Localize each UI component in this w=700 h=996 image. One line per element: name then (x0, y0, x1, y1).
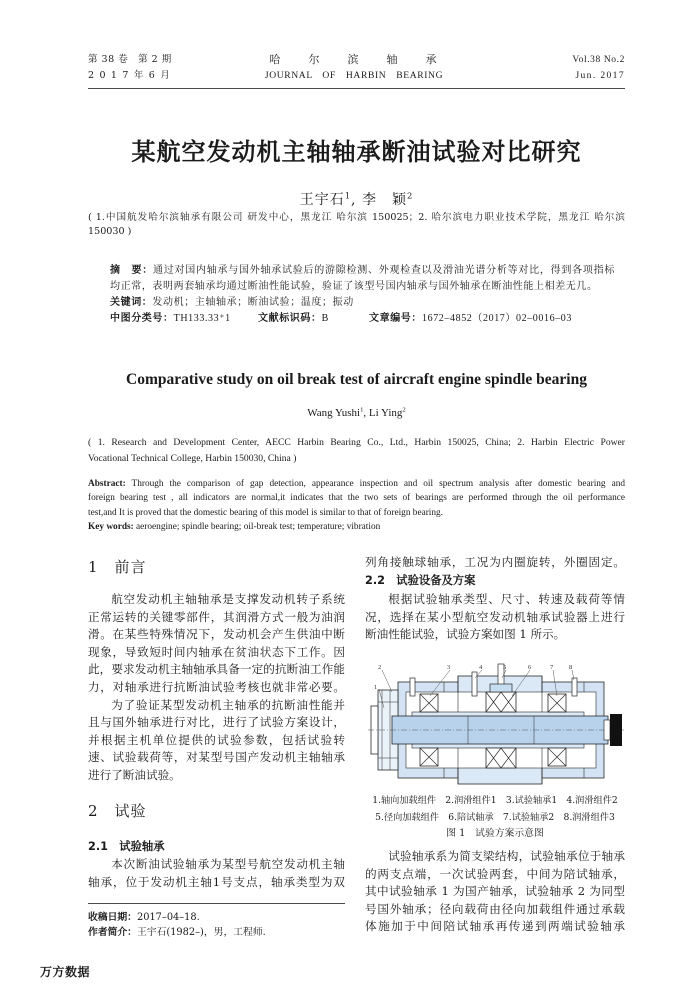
clc-code: TH133.33⁺1 (173, 313, 231, 324)
part-label-6: 6 (528, 664, 532, 671)
body-line: 况，选择在某小型航空发动机轴承试验器上进行 (365, 609, 625, 624)
abstract-en-line: foreign bearing test , all indicators are normal,it indicates that the two sets of bearings are performed through the oil performance (88, 493, 625, 504)
author-1-name: 王宇石 (299, 192, 345, 208)
section-2-2-heading: 2.2 试验设备及方案 (365, 574, 476, 587)
author-bio-label: 作者简介： (88, 927, 137, 938)
classification-line (110, 311, 615, 327)
abstract-en-line (88, 477, 625, 491)
received-date-label: 收稿日期： (88, 912, 137, 923)
abstract-cn-label: 摘 要： (110, 265, 153, 276)
author-2-name: 李 颖 (361, 192, 407, 208)
paper-title-en: Comparative study on oil break test of aircraft engine spindle bearing (126, 371, 587, 388)
body-line: 的两支点端，一次试验两套，中间为陪试轴承， (365, 866, 625, 881)
author-1-name-en: Wang Yushi (307, 407, 361, 419)
abstract-en (88, 477, 625, 534)
received-date-value: 2017–04–18. (136, 912, 200, 923)
keywords-cn (110, 295, 615, 311)
abstract-en-label: Abstract: (88, 479, 126, 489)
article-number: 1672–4852（2017）02–0016–03 (422, 313, 572, 324)
body-line: 为了验证某型发动机主轴承的抗断油性能并 (111, 697, 345, 712)
author-1-affil-mark-en: 1 (360, 406, 364, 414)
drive-block (610, 714, 622, 746)
body-line: 进行了断油试验。 (88, 767, 181, 782)
section-1-heading: 1 前言 (88, 558, 147, 576)
section-2-2-body-2 (365, 848, 625, 936)
body-line: 其中试验轴承 1 为国产轴承，试验轴承 2 为同型 (365, 884, 625, 899)
body-line: 滑。在某些特殊情况下，发动机会产生供油中断 (88, 627, 345, 642)
section-2-heading: 2 试验 (88, 802, 147, 820)
leader-line-2 (382, 670, 392, 692)
part-label-3: 3 (447, 664, 451, 671)
author-bio (88, 925, 345, 940)
body-line: 轴承，位于发动机主轴1号支点，轴承类型为双 (88, 874, 345, 889)
author-separator: , (351, 192, 362, 208)
article-number-group (369, 311, 572, 327)
affiliation-en-line: ( 1. Research and Development Center, AECC Harbin Bearing Co., Ltd., Harbin 150025, China; 2. Harbin Electric Power (88, 437, 625, 448)
body-line: 断油性能试验，试验方案如图 1 所示。 (365, 627, 566, 642)
clc-group (110, 311, 231, 327)
header-date-cn: 2 0 1 7 年 6 月 (88, 70, 171, 81)
body-line: 体施加于中间陪试轴承再传递到两端试验轴承 (365, 919, 625, 934)
abstract-en-text: Through the comparison of gap detection, appearance inspection and oil spectrum analysis after domestic bearing and (125, 479, 625, 489)
header-vol-no: Vol.38 No.2 (572, 55, 625, 65)
body-line: 速、试验载荷等，对某型号国产发动机主轴轴承 (88, 750, 345, 765)
section-2-1-heading: 2.1 试验轴承 (88, 840, 165, 853)
header-date-en: Jun. 2017 (575, 71, 625, 81)
paper-title-cn: 某航空发动机主轴轴承断油试验对比研究 (131, 138, 582, 166)
radial-load-block (490, 684, 512, 692)
abstract-en-line: test,and It is proved that the domestic bearing of this model is similar to that of foreign bearing. (88, 507, 444, 518)
affiliation-cn-line: ( 1.中国航发哈尔滨轴承有限公司 研发中心，黑龙江 哈尔滨 150025；2. 哈尔滨电力职业技术学院，黑龙江 哈尔滨 (88, 212, 625, 223)
support-bearing-bottom (486, 748, 516, 768)
keywords-en (88, 520, 625, 534)
keywords-en-label: Key words: (88, 521, 134, 532)
header-journal-en: JOURNAL OF HARBIN BEARING (264, 70, 444, 81)
body-line: 试验轴承系为简支梁结构，试验轴承位于轴承 (388, 849, 625, 863)
figure-legend-line: 1.轴向加载组件 2.润滑组件1 3.试验轴承1 4.润滑组件2 (372, 795, 618, 806)
header-journal-cn: 哈 尔 滨 轴 承 (269, 53, 439, 66)
clc-label: 中图分类号： (110, 313, 174, 324)
author-2-affil-mark: 2 (406, 190, 414, 201)
support-bearing-top (486, 692, 516, 712)
author-bio-value: 王宇石(1982–)，男，工程师. (136, 927, 266, 938)
header-volume-issue: 第 38 卷 第 2 期 (88, 54, 172, 65)
section-2-1-body (88, 856, 345, 891)
affiliation-en-line: Vocational Technical College, Harbin 150030, China ) (88, 453, 297, 464)
drive-coupling (604, 720, 610, 740)
lubrication-nozzle-2 (472, 672, 477, 696)
author-2-name-en: Li Ying (368, 407, 403, 419)
section-1-body (88, 591, 345, 785)
lubrication-nozzle-1 (410, 678, 415, 696)
body-line: 此，要求发动机主轴轴承具备一定的抗断油工作能 (88, 662, 345, 677)
test-scheme-diagram (368, 658, 624, 792)
doc-code-group (258, 311, 329, 327)
authors-en (88, 406, 625, 420)
body-line: 并根据主机单位提供的试验参数，包括试验转 (88, 732, 345, 747)
body-line: 本次断油试验轴承为某型号航空发动机主轴 (111, 857, 345, 871)
part-label-4: 4 (479, 664, 483, 671)
section-2-1-body-continued (365, 554, 625, 572)
affiliation-cn (88, 211, 625, 239)
part-label-8: 8 (569, 664, 573, 671)
abstract-cn (110, 263, 615, 327)
received-date (88, 910, 345, 925)
doc-code: B (321, 313, 329, 324)
abstract-cn-line (110, 263, 615, 279)
body-line: 正常运转的关键零部件，其润滑方式一般为油润 (88, 609, 345, 624)
keywords-cn-label: 关键词： (110, 297, 153, 308)
body-line: 列角接触球轴承，工况为内圈旋转，外圈固定。 (365, 555, 625, 569)
body-line: 力，对轴承进行抗断油试验考核也就非常必要。 (88, 679, 345, 694)
body-line: 现象，导致短时间内轴承在贫油状态下工作。因 (88, 644, 345, 659)
lubrication-nozzle-3 (572, 678, 577, 696)
abstract-cn-line: 均正常，表明两套轴承均通过断油性能试验，验证了该型号国内轴承与国外轴承在断油性能上相差无几。 (110, 281, 598, 292)
body-line: 号国外轴承；径向载荷由径向加载组件通过承载 (365, 901, 625, 916)
affiliation-cn-line: 150030 ) (88, 226, 132, 237)
body-line: 根据试验轴承类型、尺寸、转速及载荷等情 (388, 592, 625, 606)
figure-legend (365, 792, 625, 826)
wanfang-watermark: 万方数据 (40, 965, 91, 979)
keywords-cn-text: 发动机；主轴轴承；断油试验；温度；振动 (152, 297, 354, 308)
footnote-rule (88, 903, 345, 904)
affiliation-en (88, 435, 625, 467)
article-number-label: 文章编号： (369, 313, 422, 324)
figure-legend-line: 5.径向加载组件 6.陪试轴承 7.试验轴承2 8.润滑组件3 (375, 812, 615, 823)
part-label-1: 1 (374, 684, 378, 691)
keywords-en-text: aeroengine; spindle bearing; oil-break test; temperature; vibration (133, 521, 381, 532)
part-label-2: 2 (378, 664, 382, 671)
footnote (88, 910, 345, 940)
part-label-7: 7 (550, 664, 554, 671)
abstract-cn-text: 通过对国内轴承与国外轴承试验后的游隙检测、外观检查以及滑油光谱分析等对比，得到各项指标 (153, 265, 615, 276)
authors-cn (88, 191, 625, 209)
body-line: 航空发动机主轴轴承是支撑发动机转子系统 (111, 592, 345, 606)
section-2-2-body (365, 591, 625, 644)
figure-caption: 图 1 试验方案示意图 (446, 828, 544, 839)
author-2-affil-mark-en: 2 (402, 406, 406, 414)
body-line: 且与国外轴承进行对比，进行了试验方案设计， (88, 715, 345, 730)
author-1-affil-mark: 1 (344, 190, 352, 201)
main-shaft (368, 712, 624, 748)
header-rule (88, 88, 625, 89)
author-separator-en: , (363, 407, 369, 419)
part-label-5: 5 (503, 664, 507, 671)
doc-code-label: 文献标识码： (258, 313, 322, 324)
